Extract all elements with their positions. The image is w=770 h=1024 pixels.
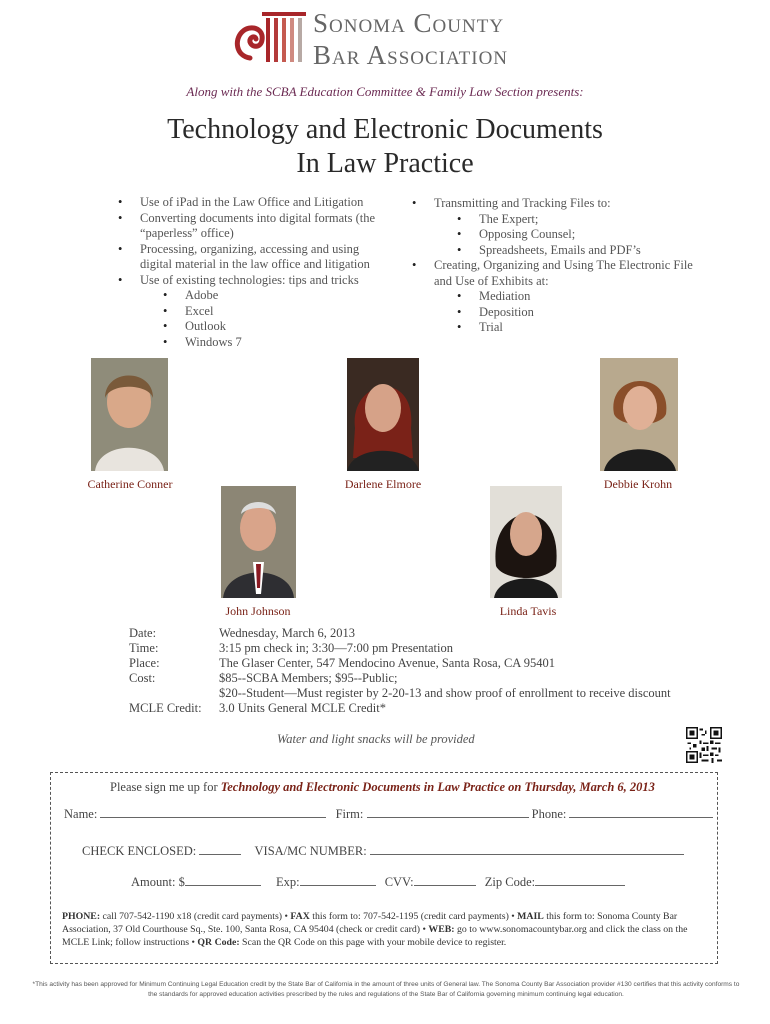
contact-instructions xyxy=(62,910,712,949)
name-label: Name: xyxy=(64,807,98,821)
firm-label: Firm: xyxy=(335,807,364,821)
zip-field[interactable] xyxy=(535,875,625,886)
speaker-name: John Johnson xyxy=(225,604,291,618)
cost-label: Cost: xyxy=(129,671,156,685)
name-field[interactable] xyxy=(100,807,326,818)
signup-prefix: Please sign me up for xyxy=(110,780,221,794)
qr-method-label: QR Code: xyxy=(197,937,240,948)
phone-method-text: call 707-542-1190 x18 (credit card payments) • xyxy=(100,911,291,922)
topic-item: • Processing, organizing, accessing and using digital material in the law office and litigation xyxy=(140,242,390,273)
date-value: Wednesday, March 6, 2013 xyxy=(219,626,355,640)
logo-icon xyxy=(232,10,306,66)
qr-code-icon[interactable] xyxy=(686,727,722,763)
topic-subitem: • Deposition xyxy=(479,305,694,321)
mail-method-label: MAIL xyxy=(517,911,544,922)
fax-method-text: this form to: 707-542-1195 (credit card payments) • xyxy=(309,911,518,922)
mcle-label: MCLE Credit: xyxy=(129,701,202,715)
speaker-photo-darlene-elmore xyxy=(347,358,419,471)
topic-subitem: • Opposing Counsel; xyxy=(479,227,694,243)
mail-method-text: this form to: Sonoma County Bar Association, 37 Old Courthouse Sq., Ste. 100, Santa Rosa, CA 95404 (check or credit card) • xyxy=(62,911,678,935)
cost-value: $85--SCBA Members; $95--Public; xyxy=(219,671,398,685)
presents-line: Along with the SCBA Education Committee & Family Law Section presents: xyxy=(186,84,584,99)
exp-field[interactable] xyxy=(300,875,376,886)
place-value: The Glaser Center, 547 Mendocino Avenue, Santa Rosa, CA 95401 xyxy=(219,656,556,670)
event-title-line1: Technology and Electronic Documents xyxy=(167,114,603,145)
topic-subitem: • The Expert; xyxy=(479,212,694,228)
topic-subitem: • Spreadsheets, Emails and PDF’s xyxy=(479,243,694,259)
qr-method-text: Scan the QR Code on this page with your mobile device to register. xyxy=(239,937,507,948)
topic-subitem: • Excel xyxy=(185,304,390,320)
cvv-field[interactable] xyxy=(414,875,476,886)
phone-label: Phone: xyxy=(531,807,567,821)
topic-subitem: • Mediation xyxy=(479,289,694,305)
topic-subitem: • Outlook xyxy=(185,319,390,335)
date-label: Date: xyxy=(129,626,157,640)
exp-label: Exp: xyxy=(275,875,300,889)
speaker-photo-catherine-conner xyxy=(91,358,168,471)
topic-subitem: • Trial xyxy=(479,320,694,336)
speaker-name: Debbie Krohn xyxy=(603,477,673,491)
check-enclosed-label: CHECK ENCLOSED: xyxy=(82,844,197,858)
web-method-label: WEB: xyxy=(428,924,455,935)
firm-field[interactable] xyxy=(367,807,529,818)
time-value: 3:15 pm check in; 3:30—7:00 pm Presentation xyxy=(219,641,453,655)
mcle-value: 3.0 Units General MCLE Credit* xyxy=(219,701,386,715)
visa-mc-field[interactable] xyxy=(370,844,684,855)
topics-right-list xyxy=(434,196,694,336)
speaker-photo-debbie-krohn xyxy=(600,358,678,471)
topic-subitem: • Adobe xyxy=(185,288,390,304)
topics-left-list xyxy=(140,195,390,350)
topic-item: • Use of iPad in the Law Office and Litigation xyxy=(140,195,390,211)
cvv-label: CVV: xyxy=(384,875,414,889)
speaker-name: Linda Tavis xyxy=(499,604,557,618)
time-label: Time: xyxy=(129,641,159,655)
place-label: Place: xyxy=(129,656,160,670)
amount-label: Amount: $ xyxy=(131,875,185,889)
speaker-name: Catherine Conner xyxy=(87,477,173,491)
speaker-photo-linda-tavis xyxy=(490,486,562,598)
signup-line xyxy=(110,780,655,795)
org-name-line2: Bar Association xyxy=(313,40,509,70)
cost-value-student: $20--Student—Must register by 2-20-13 and show proof of enrollment to receive discount xyxy=(219,686,671,700)
org-name-line1: Sonoma County xyxy=(313,8,505,38)
check-enclosed-field[interactable] xyxy=(199,844,241,855)
name-row xyxy=(64,807,713,822)
amount-field[interactable] xyxy=(185,875,261,886)
signup-event-name: Technology and Electronic Documents in Law Practice on Thursday, March 6, 2013 xyxy=(220,780,655,794)
web-method-text[interactable]: go to www.sonomacountybar.org and click the class on the MCLE Link; follow instructions • xyxy=(62,924,688,948)
amount-row xyxy=(131,875,625,890)
visa-mc-label: VISA/MC NUMBER: xyxy=(254,844,367,858)
phone-field[interactable] xyxy=(569,807,713,818)
phone-method-label: PHONE: xyxy=(62,911,101,922)
topic-item: • Use of existing technologies: tips and tricks xyxy=(140,273,390,289)
topic-item: • Transmitting and Tracking Files to: xyxy=(434,196,694,212)
topic-item: • Creating, Organizing and Using The Electronic File and Use of Exhibits at: xyxy=(434,258,694,289)
speaker-photo-john-johnson xyxy=(221,486,296,598)
speaker-name: Darlene Elmore xyxy=(344,477,422,491)
topic-item: • Converting documents into digital formats (the “paperless” office) xyxy=(140,211,390,242)
snacks-note: Water and light snacks will be provided xyxy=(277,732,475,746)
payment-row xyxy=(82,844,684,859)
event-title-line2: In Law Practice xyxy=(296,148,474,179)
zip-label: Zip Code: xyxy=(484,875,536,889)
mcle-footnote: *This activity has been approved for Minimum Continuing Legal Education credit by the State Bar of California in the amount of three units of General law. The Sonoma County Bar Association provider #130 certifies that this activity conforms to the standards for approved education activities prescribed by the rules and regulations of the State Bar of California governing minimum continuing legal education. xyxy=(32,981,740,998)
fax-method-label: FAX xyxy=(290,911,310,922)
topic-subitem: • Windows 7 xyxy=(185,335,390,351)
